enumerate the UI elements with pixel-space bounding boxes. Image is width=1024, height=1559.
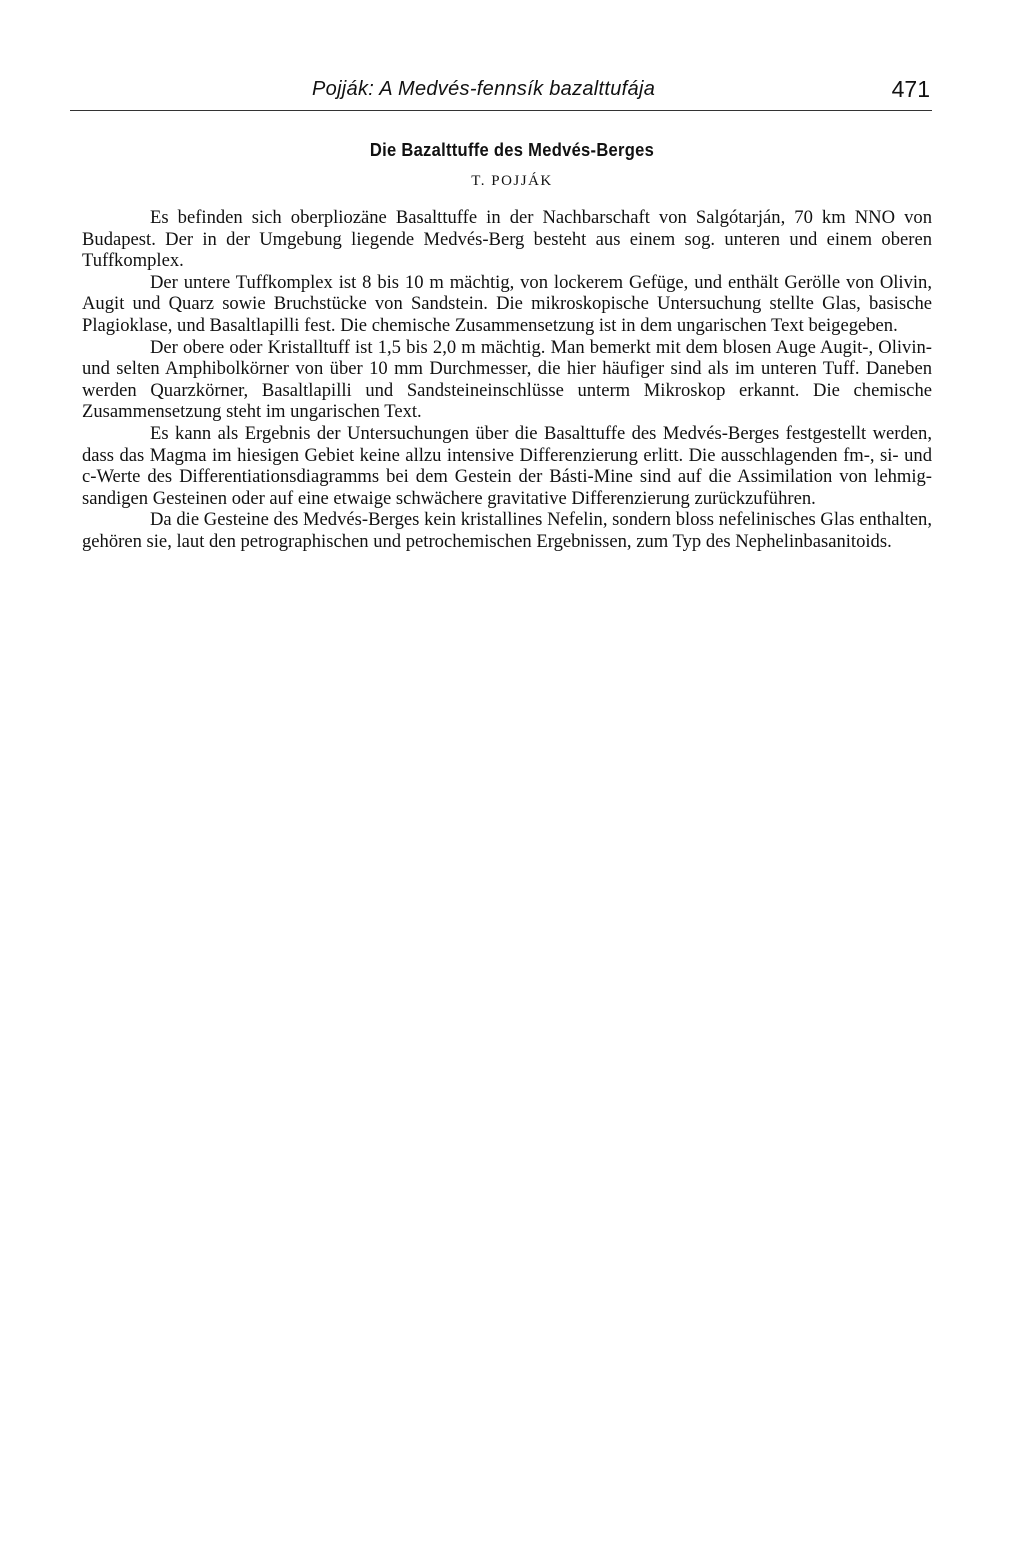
article-title: Die Bazalttuffe des Medvés-Berges (369, 140, 655, 160)
header-rule (70, 110, 932, 111)
paragraph: Es befinden sich oberpliozäne Basalttuffe in der Nachbarschaft von Salgótarján, 70 km NNO von Budapest. Der in der Umgebung liegende Medvés-Berg besteht aus einem sog. unteren und einem oberen Tuffkomplex. (82, 207, 932, 272)
page-number: 471 (891, 76, 930, 102)
running-title: Pojják: A Medvés-fennsík bazalttufája (312, 78, 656, 100)
paragraph: Der untere Tuffkomplex ist 8 bis 10 m mächtig, von lockerem Gefüge, und enthält Gerölle von Olivin, Augit und Quarz sowie Bruchstücke von Sandstein. Die mikroskopische Untersuchung stellte Glas, basische Plagioklase, und Basaltlapilli fest. Die chemische Zusammensetzung ist in dem ungarischen Text beigegeben. (82, 271, 932, 336)
article-author: T. POJJÁK (471, 173, 553, 189)
paragraph: Der obere oder Kristalltuff ist 1,5 bis 2,0 m mächtig. Man bemerkt mit dem blosen Auge Augit-, Olivin- und selten Amphibolkörner von über 10 mm Durchmesser, die hier häufiger sind als im unteren Tuff. Daneben werden Quarzkörner, Basaltlapilli und Sandsteineinschlüsse unterm Mikroskop erkannt. Die chemische Zusammensetzung steht im ungarischen Text. (82, 336, 932, 423)
article-body (82, 207, 932, 553)
page-header (70, 72, 932, 112)
paragraph: Da die Gesteine des Medvés-Berges kein kristallines Nefelin, sondern bloss nefelinisches Glas enthalten, gehören sie, laut den petrographischen und petrochemischen Ergebnissen, zum Typ des Nephelinbasanitoids. (82, 509, 932, 552)
paragraph: Es kann als Ergebnis der Untersuchungen über die Basalttuffe des Medvés-Berges festgestellt werden, dass das Magma im hiesigen Gebiet keine allzu intensive Differenzierung erlitt. Die ausschlagenden fm-, si- und c-Werte des Differentiationsdiagramms bei dem Gestein der Básti-Mine sind auf die Assimilation von lehmig-sandigen Gesteinen oder auf eine etwaige schwächere gravitative Differenzierung zurückzuführen. (82, 422, 932, 509)
